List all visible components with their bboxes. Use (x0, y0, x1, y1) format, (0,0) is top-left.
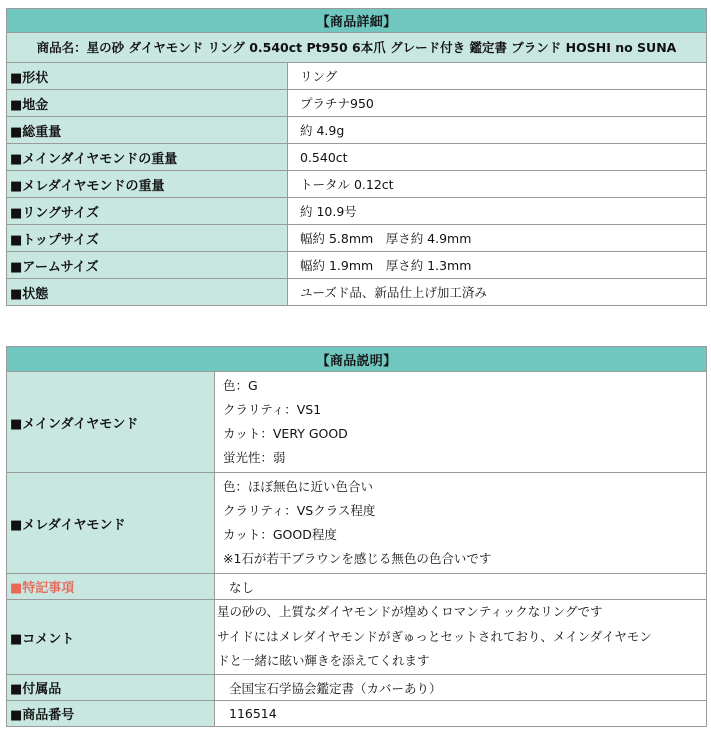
arm-size-value: 幅約 1.9mm 厚さ約 1.3mm (288, 252, 707, 279)
mele-diamond-color: 色：ほぼ無色に近い色合い (223, 479, 374, 494)
ring-size-value: 約 10.9号 (288, 198, 707, 225)
main-diamond-weight-label: ■メインダイヤモンドの重量 (7, 144, 288, 171)
main-diamond-weight-value: 0.540ct (288, 144, 707, 171)
condition-label: ■状態 (7, 279, 288, 306)
accessories-value: 全国宝石学協会鑑定書（カバーあり） (215, 675, 707, 701)
table-row (7, 63, 707, 90)
product-details-table (6, 8, 707, 306)
table-row (7, 372, 707, 473)
metal-value: プラチナ950 (288, 90, 707, 117)
table-row (7, 279, 707, 306)
accessories-label: ■付属品 (7, 675, 215, 701)
details-header: 【商品詳細】 (7, 9, 707, 33)
condition-value: ユーズド品、新品仕上げ加工済み (288, 279, 707, 306)
main-diamond-color: 色：G (223, 378, 258, 393)
comment-line-2: サイドにはメレダイヤモンドがぎゅっとセットされており、メインダイヤモン (217, 628, 652, 644)
main-diamond-fluorescence: 蛍光性：弱 (223, 450, 286, 465)
product-description-table (6, 346, 707, 727)
main-diamond-clarity: クラリティ：VS1 (223, 402, 322, 417)
arm-size-label: ■アームサイズ (7, 252, 288, 279)
comment-line-3: ドと一緒に眩い輝きを添えてくれます (217, 653, 430, 669)
table-row (7, 675, 707, 701)
description-header: 【商品説明】 (7, 347, 707, 372)
table-row (7, 701, 707, 727)
special-notes-label: ■特記事項 (7, 574, 215, 600)
main-diamond-label: ■メインダイヤモンド (7, 372, 215, 473)
shape-label: ■形状 (7, 63, 288, 90)
table-row (7, 225, 707, 252)
shape-value: リング (288, 63, 707, 90)
table-row (7, 198, 707, 225)
mele-diamond-weight-value: トータル 0.12ct (288, 171, 707, 198)
top-size-value: 幅約 5.8mm 厚さ約 4.9mm (288, 225, 707, 252)
top-size-label: ■トップサイズ (7, 225, 288, 252)
ring-size-label: ■リングサイズ (7, 198, 288, 225)
table-row (7, 171, 707, 198)
mele-diamond-specs (215, 473, 707, 574)
mele-diamond-weight-label: ■メレダイヤモンドの重量 (7, 171, 288, 198)
special-notes-value: なし (215, 574, 707, 600)
metal-label: ■地金 (7, 90, 288, 117)
item-number-label: ■商品番号 (7, 701, 215, 727)
table-row (7, 144, 707, 171)
product-name: 商品名：星の砂 ダイヤモンド リング 0.540ct Pt950 6本爪 グレード付き 鑑定書 ブランド HOSHI no SUNA (7, 33, 707, 63)
mele-diamond-note: ※1石が若干ブラウンを感じる無色の色合いです (223, 551, 492, 566)
main-diamond-cut: カット：VERY GOOD (223, 426, 348, 441)
table-row (7, 574, 707, 600)
table-row (7, 252, 707, 279)
comment-label: ■コメント (7, 600, 215, 675)
table-row (7, 473, 707, 574)
table-row (7, 600, 707, 675)
item-number-value: 116514 (215, 701, 707, 727)
main-diamond-specs (215, 372, 707, 473)
mele-diamond-clarity: クラリティ：VSクラス程度 (223, 503, 376, 518)
table-row (7, 117, 707, 144)
comment-text (215, 600, 707, 675)
table-row (7, 90, 707, 117)
mele-diamond-label: ■メレダイヤモンド (7, 473, 215, 574)
total-weight-label: ■総重量 (7, 117, 288, 144)
comment-line-1: 星の砂の、上質なダイヤモンドが煌めくロマンティックなリングです (217, 604, 603, 620)
mele-diamond-cut: カット：GOOD程度 (223, 527, 337, 542)
total-weight-value: 約 4.9g (288, 117, 707, 144)
